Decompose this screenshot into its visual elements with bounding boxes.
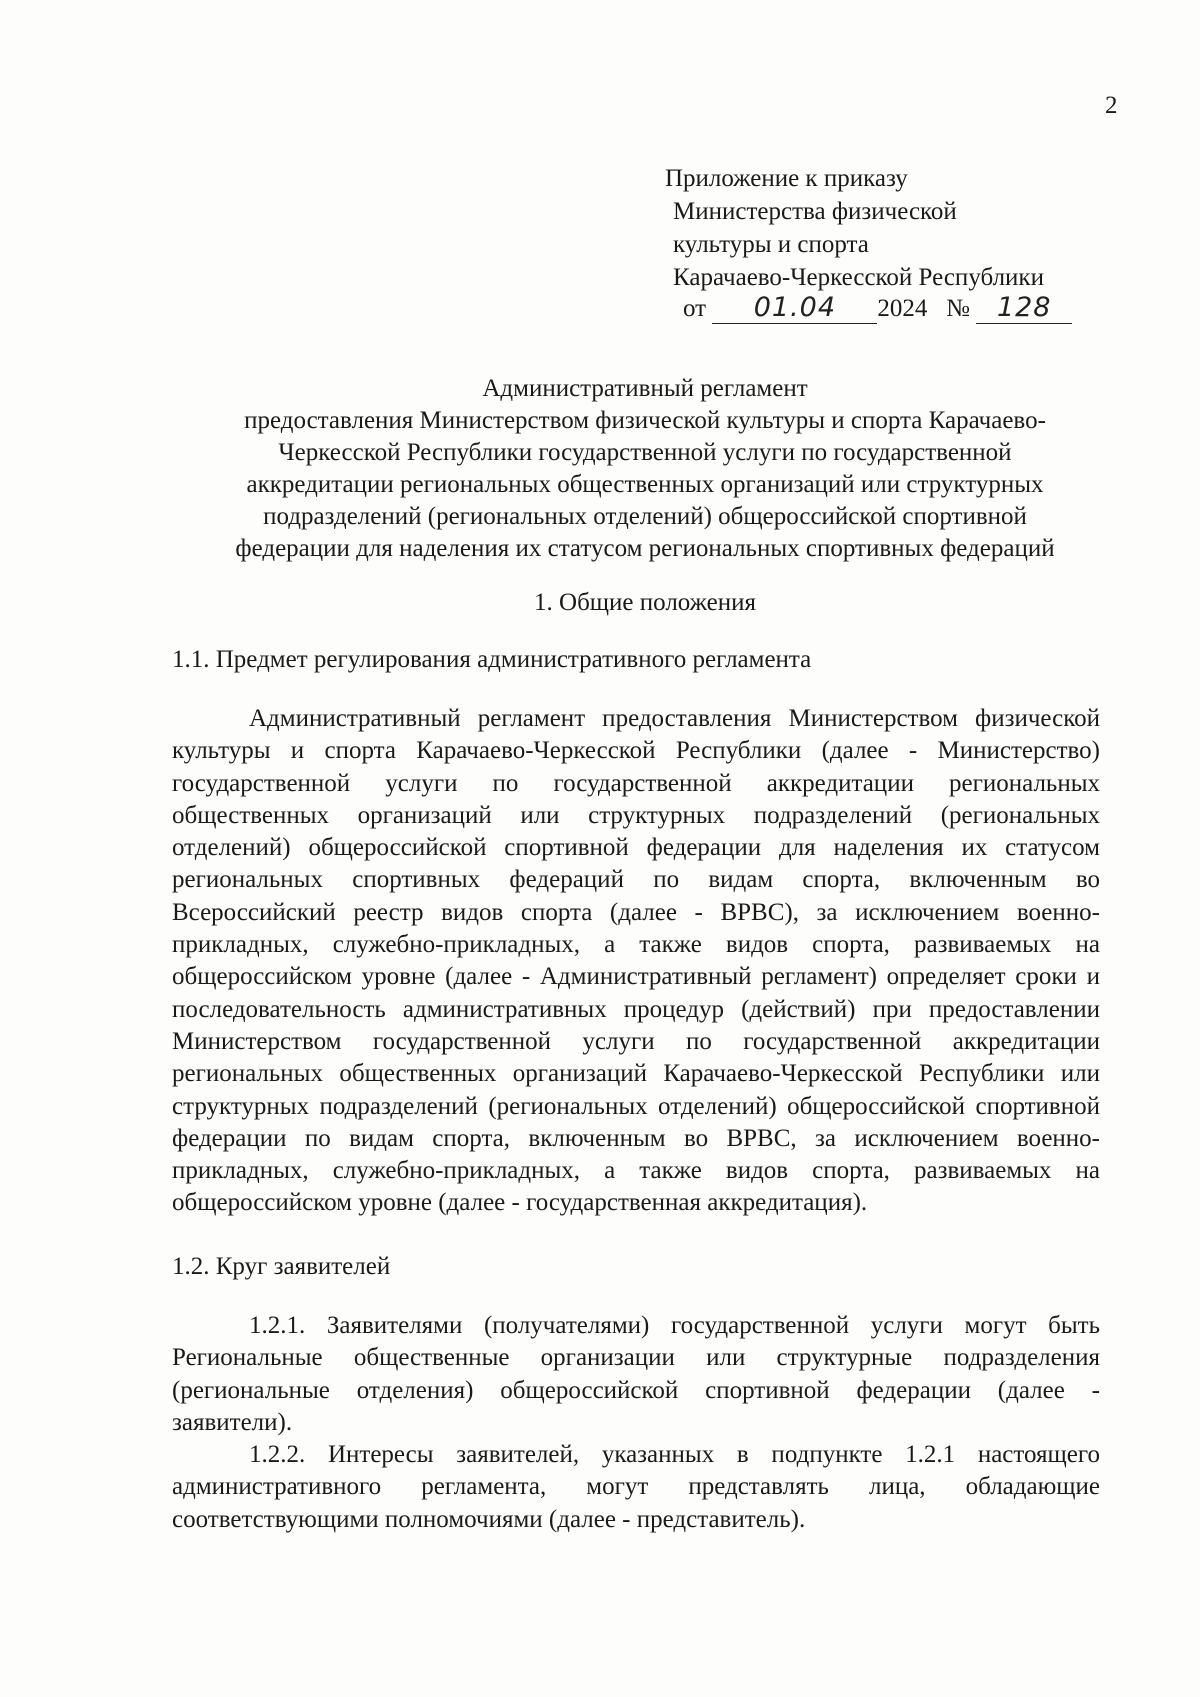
handwritten-date: 01.04	[753, 292, 836, 323]
date-prefix: от	[683, 295, 707, 322]
title-line-6: федерации для наделения их статусом региональных спортивных федераций	[235, 535, 1055, 562]
handwritten-number: 128	[996, 292, 1052, 323]
order-number-field	[976, 292, 1072, 324]
order-year: 2024	[877, 295, 928, 322]
appendix-line-3: культуры и спорта	[673, 231, 869, 258]
number-sign: №	[946, 295, 970, 322]
appendix-line-2: Министерства физической	[673, 198, 957, 225]
subsection-1-1-heading: 1.1. Предмет регулирования административного регламента	[172, 646, 812, 673]
document-title	[190, 373, 1100, 565]
appendix-line-4: Карачаево-Черкесской Республики	[673, 264, 1044, 291]
paragraph-1-2-2: 1.2.2. Интересы заявителей, указанных в подпункте 1.2.1 настоящего административного регламента, могут представлять лица, обладающие соответствующими полномочиями (далее - представитель).	[172, 1441, 1100, 1533]
subsection-1-2-text	[172, 1310, 1100, 1536]
subsection-1-1-text	[172, 703, 1100, 1220]
paragraph-1-2-1: 1.2.1. Заявителями (получателями) государственной услуги могут быть Региональные общественные организации или структурные подразделения (региональные отделения) общероссийской спортивной федерации (далее - заявители).	[172, 1312, 1100, 1436]
title-line-4: аккредитации региональных общественных организаций или структурных	[246, 471, 1044, 498]
appendix-block	[665, 162, 1044, 294]
subsection-1-2-heading: 1.2. Круг заявителей	[172, 1253, 391, 1280]
title-line-3: Черкесской Республики государственной услуги по государственной	[278, 439, 1012, 466]
paragraph-1-1: Административный регламент предоставления Министерством физической культуры и спорта Карачаево-Черкесской Республики (далее - Министерство) государственной услуги по государственной аккредитации региональных общественных организаций или структурных подразделений (региональных отделений) общероссийской спортивной федерации для наделения их статусом региональных спортивных федераций по видам спорта, включенным во Всероссийский реестр видов спорта (далее - ВРВС), за исключением военно-прикладных, служебно-прикладных, а также видов спорта, развиваемых на общероссийском уровне (далее - Административный регламент) определяет сроки и последовательность административных процедур (действий) при предоставлении Министерством государственной услуги по государственной аккредитации региональных общественных организаций Карачаево-Черкесской Республики или структурных подразделений (региональных отделений) общероссийской спортивной федерации по видам спорта, включенным во ВРВС, за исключением военно-прикладных, служебно-прикладных, а также видов спорта, развиваемых на общероссийском уровне (далее - государственная аккредитация).	[172, 705, 1100, 1217]
order-date-field	[712, 292, 877, 324]
page-number: 2	[1105, 92, 1118, 119]
title-line-1: Административный регламент	[482, 375, 808, 402]
section-heading: 1. Общие положения	[534, 589, 756, 616]
title-line-2: предоставления Министерством физической культуры и спорта Карачаево-	[244, 407, 1046, 434]
appendix-line-1: Приложение к приказу	[665, 165, 908, 192]
order-date-line	[683, 292, 1072, 324]
title-line-5: подразделений (региональных отделений) общероссийской спортивной	[263, 503, 1027, 530]
